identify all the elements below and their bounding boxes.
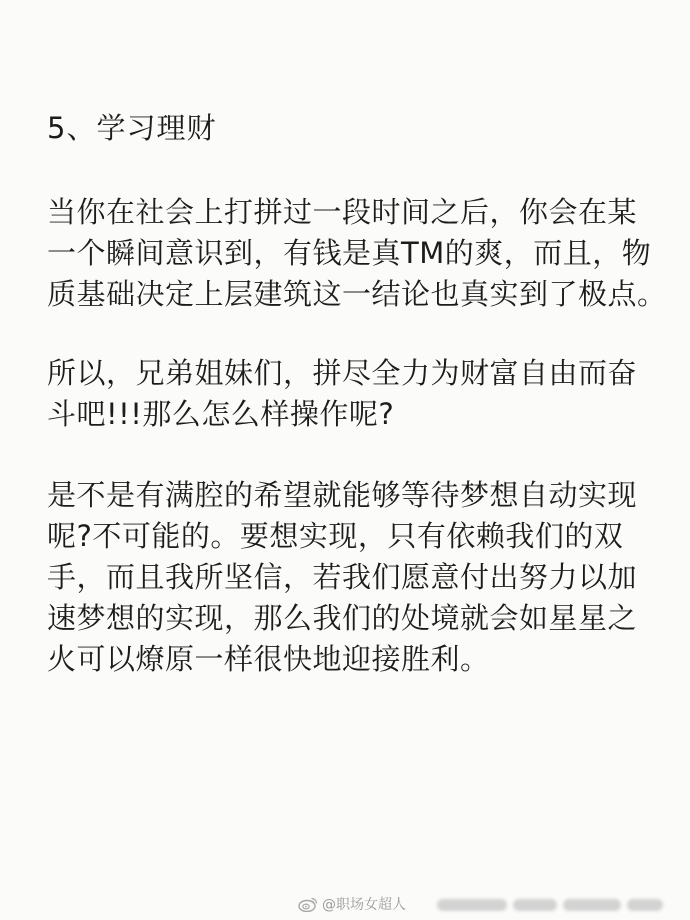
paragraph-line: 火可以燎原一样很快地迎接胜利。 (47, 642, 490, 676)
weibo-watermark (298, 894, 406, 914)
paragraph-line: 手，而且我所坚信，若我们愿意付出努力以加 (47, 560, 638, 594)
weibo-icon (298, 896, 318, 912)
blur-block (563, 899, 621, 911)
blurred-watermark (437, 898, 667, 912)
blur-block (627, 899, 663, 911)
blur-block (513, 899, 557, 911)
paragraph-line: 呢?不可能的。要想实现，只有依赖我们的双 (47, 519, 624, 553)
watermark-text: @职场女超人 (322, 897, 406, 913)
paragraph-line: 当你在社会上打拼过一段时间之后，你会在某 (47, 195, 638, 229)
section-heading: 5、学习理财 (47, 111, 217, 145)
paragraph-1 (47, 192, 667, 315)
paragraph-line: 斗吧!!!那么怎么样操作呢? (47, 397, 395, 431)
paragraph-line: 是不是有满腔的希望就能够等待梦想自动实现 (47, 478, 638, 512)
paragraph-line: 所以，兄弟姐妹们，拼尽全力为财富自由而奋 (47, 356, 638, 390)
paragraph-line: 速梦想的实现，那么我们的处境就会如星星之 (47, 601, 638, 635)
paragraph-line: 一个瞬间意识到，有钱是真TM的爽，而且，物 (47, 236, 652, 270)
paragraph-line: 质基础决定上层建筑这一结论也真实到了极点。 (47, 277, 667, 311)
paragraph-2 (47, 353, 652, 435)
paragraph-3 (47, 475, 652, 680)
blur-block (437, 899, 507, 911)
